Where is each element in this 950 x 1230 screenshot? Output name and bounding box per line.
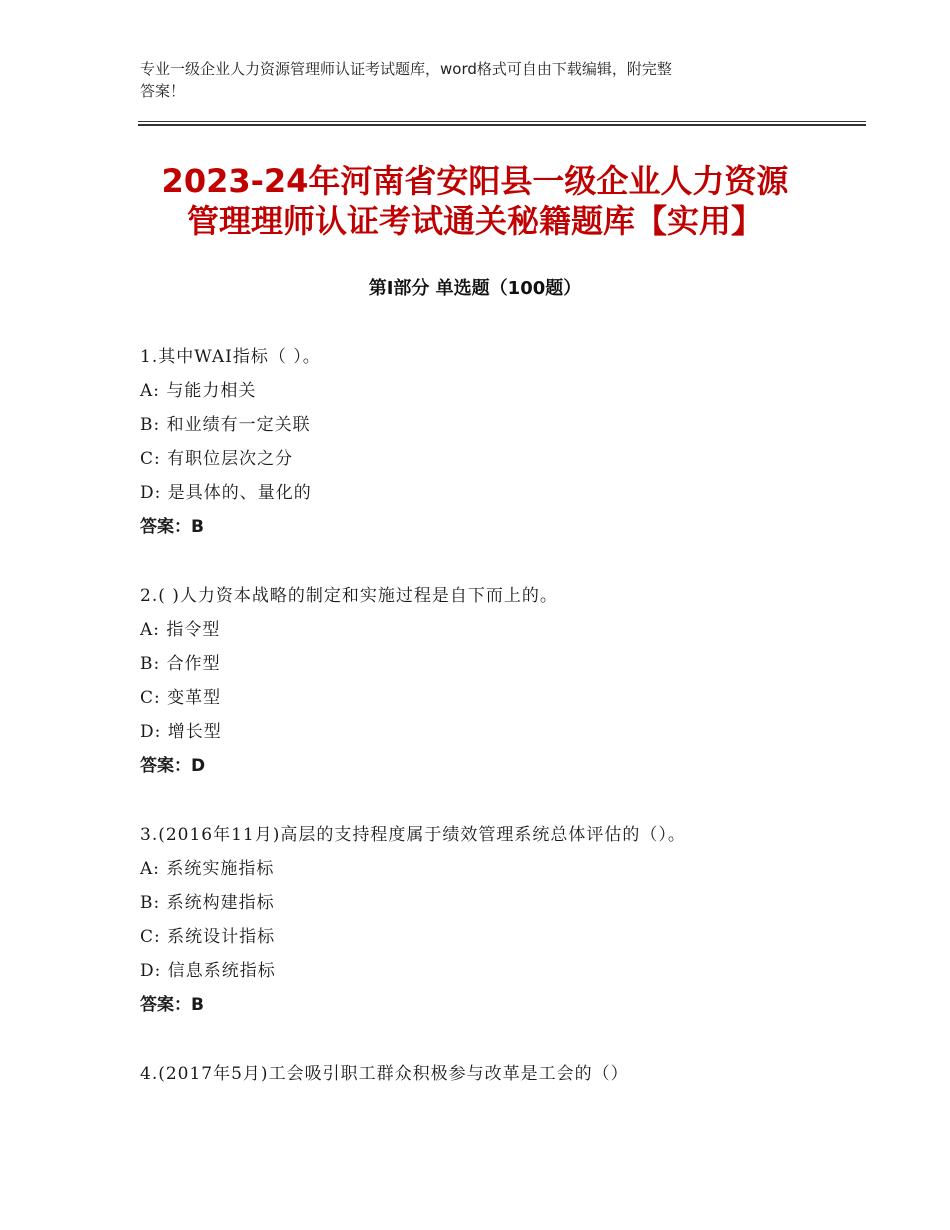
document-title-line-2: 管理理师认证考试通关秘籍题库【实用】 (186, 202, 763, 240)
option-a: A: 与能力相关 (140, 381, 257, 401)
question-spacer (140, 1024, 840, 1059)
question-stem: 3.(2016年11月)高层的支持程度属于绩效管理系统总体评估的（）。 (140, 825, 686, 845)
option-b: B: 系统构建指标 (140, 893, 275, 913)
option-b: B: 和业绩有一定关联 (140, 415, 311, 435)
question-stem: 1.其中WAI指标（ ）。 (140, 347, 321, 367)
document-title-line-1: 2023-24年河南省安阳县一级企业人力资源 (161, 162, 789, 200)
question-item (140, 581, 840, 785)
question-spacer (140, 546, 840, 581)
question-item (140, 342, 840, 546)
question-spacer (140, 785, 840, 820)
header-note (140, 58, 820, 102)
answer-label: 答案：B (140, 517, 204, 537)
question-item (140, 1059, 840, 1093)
header-divider-thin (138, 121, 866, 122)
option-c: C: 系统设计指标 (140, 927, 276, 947)
option-a: A: 指令型 (140, 620, 221, 640)
header-note-line-1: 专业一级企业人力资源管理师认证考试题库，word格式可自由下载编辑，附完整 (140, 60, 672, 78)
question-stem: 4.(2017年5月)工会吸引职工群众积极参与改革是工会的（） (140, 1064, 629, 1084)
option-b: B: 合作型 (140, 654, 221, 674)
option-d: D: 是具体的、量化的 (140, 483, 312, 503)
section-heading: 第Ⅰ部分 单选题（100题） (368, 278, 582, 299)
header-note-line-2: 答案！ (140, 82, 186, 100)
option-c: C: 有职位层次之分 (140, 449, 294, 469)
header-divider-thick (138, 124, 866, 126)
answer-label: 答案：D (140, 756, 206, 776)
option-d: D: 增长型 (140, 722, 222, 742)
question-list (140, 342, 840, 1093)
option-c: C: 变革型 (140, 688, 222, 708)
question-item (140, 820, 840, 1024)
option-a: A: 系统实施指标 (140, 859, 275, 879)
answer-label: 答案：B (140, 995, 204, 1015)
option-d: D: 信息系统指标 (140, 961, 276, 981)
question-stem: 2.( )人力资本战略的制定和实施过程是自下而上的。 (140, 586, 558, 606)
